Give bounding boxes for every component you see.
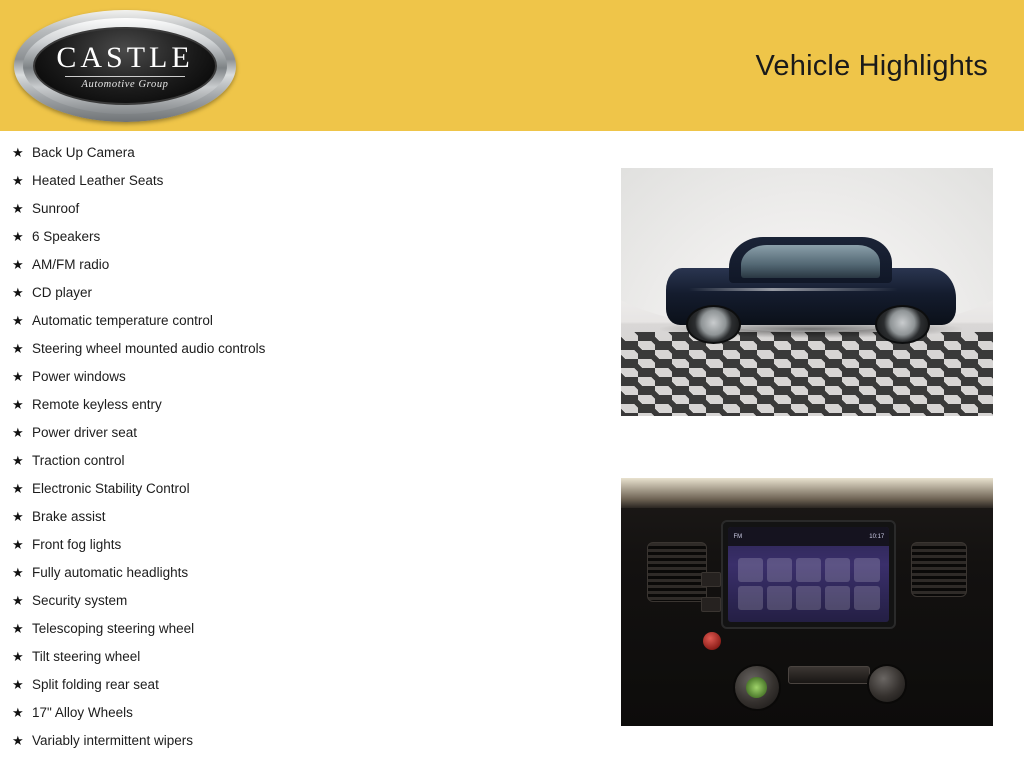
star-icon: ★ bbox=[12, 536, 24, 552]
feature-label: Sunroof bbox=[32, 200, 80, 216]
feature-label: Telescoping steering wheel bbox=[32, 620, 195, 636]
screen-app-icon bbox=[796, 558, 821, 582]
star-icon: ★ bbox=[12, 592, 24, 608]
star-icon: ★ bbox=[12, 508, 24, 524]
logo-brand-name: CASTLE bbox=[56, 40, 194, 74]
star-icon: ★ bbox=[12, 704, 24, 720]
feature-label: 17" Alloy Wheels bbox=[32, 704, 133, 720]
feature-label: Split folding rear seat bbox=[32, 676, 159, 692]
climate-temperature-knob bbox=[733, 664, 781, 711]
feature-label: Variably intermittent wipers bbox=[32, 732, 194, 748]
page-title: Vehicle Highlights bbox=[755, 50, 988, 82]
star-icon: ★ bbox=[12, 396, 24, 412]
exterior-photo bbox=[621, 168, 993, 416]
list-item bbox=[0, 530, 600, 558]
star-icon: ★ bbox=[12, 228, 24, 244]
interior-photo bbox=[621, 478, 993, 726]
list-item bbox=[0, 306, 600, 334]
feature-label: Power driver seat bbox=[32, 424, 138, 440]
dash-side-button-lower bbox=[701, 597, 721, 612]
star-icon: ★ bbox=[12, 312, 24, 328]
feature-label: Steering wheel mounted audio controls bbox=[32, 340, 266, 356]
rear-wheel bbox=[875, 305, 930, 344]
list-item bbox=[0, 558, 600, 586]
screen-app-icon bbox=[738, 586, 763, 610]
windshield-glare bbox=[621, 478, 993, 508]
feature-label: Back Up Camera bbox=[32, 144, 135, 160]
left-air-vent bbox=[647, 542, 707, 602]
feature-label: Brake assist bbox=[32, 508, 106, 524]
list-item bbox=[0, 250, 600, 278]
star-icon: ★ bbox=[12, 620, 24, 636]
star-icon: ★ bbox=[12, 732, 24, 748]
feature-label: Traction control bbox=[32, 452, 125, 468]
car-body-highlight bbox=[689, 288, 898, 291]
logo-inner-oval bbox=[33, 27, 217, 105]
star-icon: ★ bbox=[12, 172, 24, 188]
star-icon: ★ bbox=[12, 480, 24, 496]
star-icon: ★ bbox=[12, 200, 24, 216]
screen-clock: 10:17 bbox=[869, 533, 885, 540]
screen-app-icon bbox=[825, 586, 850, 610]
right-air-vent bbox=[911, 542, 967, 597]
list-item bbox=[0, 474, 600, 502]
list-item bbox=[0, 222, 600, 250]
logo-divider bbox=[65, 76, 185, 77]
screen-app-icon bbox=[767, 586, 792, 610]
star-icon: ★ bbox=[12, 284, 24, 300]
screen-app-icon bbox=[767, 558, 792, 582]
list-item bbox=[0, 698, 600, 726]
list-item bbox=[0, 418, 600, 446]
castle-automotive-group-logo bbox=[14, 10, 236, 122]
dash-side-button-upper bbox=[701, 572, 721, 587]
screen-app-icon bbox=[796, 586, 821, 610]
feature-label: Electronic Stability Control bbox=[32, 480, 190, 496]
list-item bbox=[0, 138, 600, 166]
feature-label: Tilt steering wheel bbox=[32, 648, 141, 664]
car-windows bbox=[741, 245, 880, 278]
list-item bbox=[0, 726, 600, 754]
list-item bbox=[0, 278, 600, 306]
screen-status-bar bbox=[728, 527, 889, 546]
star-icon: ★ bbox=[12, 564, 24, 580]
list-item bbox=[0, 390, 600, 418]
screen-app-icon bbox=[825, 558, 850, 582]
list-item bbox=[0, 670, 600, 698]
infotainment-bezel bbox=[721, 520, 896, 629]
feature-label: Remote keyless entry bbox=[32, 396, 162, 412]
screen-app-grid bbox=[738, 558, 880, 610]
list-item bbox=[0, 642, 600, 670]
list-item bbox=[0, 614, 600, 642]
list-item bbox=[0, 446, 600, 474]
feature-label: Heated Leather Seats bbox=[32, 172, 164, 188]
feature-label: Power windows bbox=[32, 368, 126, 384]
feature-label: AM/FM radio bbox=[32, 256, 110, 272]
list-item bbox=[0, 334, 600, 362]
infotainment-screen bbox=[728, 527, 889, 622]
screen-app-icon bbox=[738, 558, 763, 582]
star-icon: ★ bbox=[12, 452, 24, 468]
logo-subtitle: Automotive Group bbox=[81, 78, 169, 90]
radio-source-label: FM bbox=[733, 533, 743, 540]
star-icon: ★ bbox=[12, 424, 24, 440]
knob-inner-dial bbox=[746, 677, 767, 698]
feature-label: CD player bbox=[32, 284, 93, 300]
page-header bbox=[0, 0, 1024, 131]
screen-app-icon bbox=[854, 558, 879, 582]
star-icon: ★ bbox=[12, 648, 24, 664]
list-item bbox=[0, 362, 600, 390]
screen-app-icon bbox=[854, 586, 879, 610]
sedan-illustration bbox=[666, 237, 956, 346]
star-icon: ★ bbox=[12, 340, 24, 356]
feature-label: Fully automatic headlights bbox=[32, 564, 189, 580]
feature-label: Automatic temperature control bbox=[32, 312, 213, 328]
list-item bbox=[0, 166, 600, 194]
star-icon: ★ bbox=[12, 256, 24, 272]
front-wheel bbox=[686, 305, 741, 344]
star-icon: ★ bbox=[12, 676, 24, 692]
list-item bbox=[0, 502, 600, 530]
feature-label: Security system bbox=[32, 592, 128, 608]
climate-control-bar bbox=[788, 666, 870, 683]
list-item bbox=[0, 194, 600, 222]
fan-speed-knob bbox=[867, 664, 908, 704]
star-icon: ★ bbox=[12, 368, 24, 384]
feature-label: Front fog lights bbox=[32, 536, 122, 552]
vehicle-features-list bbox=[0, 131, 600, 754]
feature-label: 6 Speakers bbox=[32, 228, 101, 244]
star-icon: ★ bbox=[12, 144, 24, 160]
list-item bbox=[0, 586, 600, 614]
